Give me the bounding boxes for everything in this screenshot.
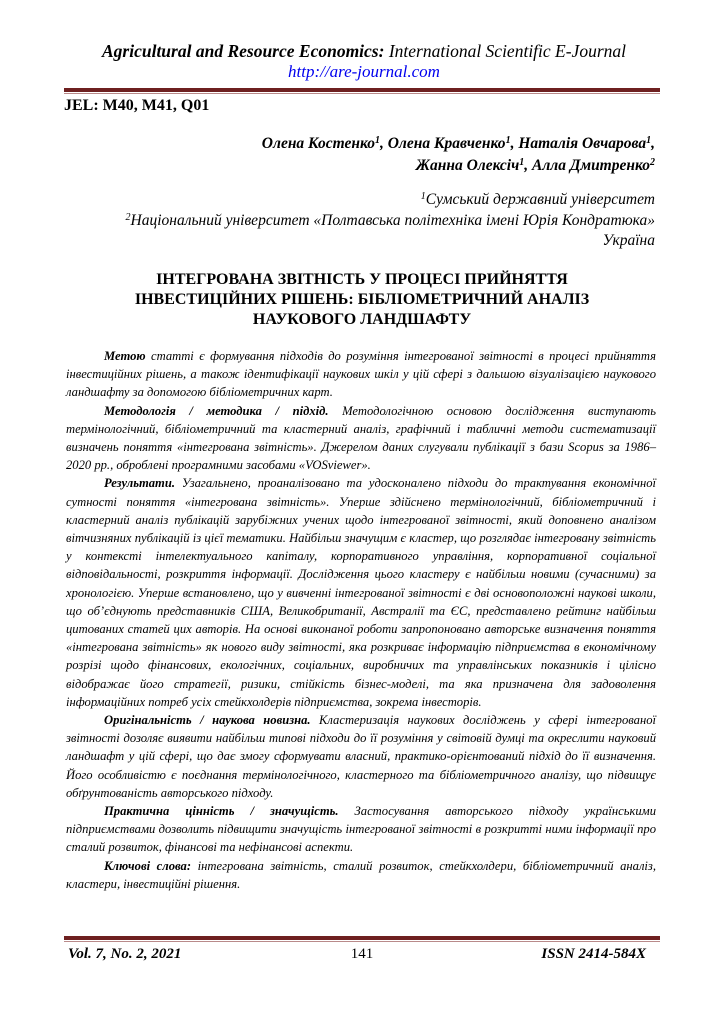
footer-divider <box>64 936 660 942</box>
issn: ISSN 2414-584X <box>541 946 646 962</box>
section-text: інтегрована звітність, сталий розвиток, стейкхолдери, бібліометричний аналіз, кластери, інвестиційні рішення. <box>66 858 656 891</box>
author-list <box>262 133 655 177</box>
author-name: Олена Костенко <box>261 135 375 152</box>
section-text: Кластеризація наукових досліджень у сфері інтегрованої звітності дозоляє виявити найбільш типові підходи до її розуміння у світовій думці та окреслити науковий ландшафт у цій сфері, що дає змогу сформувати власний, практико-орієнтований підхід до її визначення. Його особливістю є поєднання термінологічного, кластерного та бібліометричного аналізу, що підвищує обґрунтованість авторського підходу. <box>66 713 656 800</box>
affiliation-2 <box>126 211 655 232</box>
volume-info: Vol. 7, No. 2, 2021 <box>68 946 182 962</box>
journal-header <box>64 40 664 82</box>
abstract-originality <box>66 711 656 802</box>
journal-name: Agricultural and Resource Economics: <box>101 41 385 61</box>
section-lead: Метою <box>104 349 146 363</box>
affiliation-country: Україна <box>602 232 655 249</box>
author-affil-sup: 1 <box>646 135 652 146</box>
affiliation-text: Національний університет «Полтавська політехніка імені Юрія Кондратюка» <box>130 211 655 229</box>
author-line-2 <box>262 155 655 177</box>
author-name: Олена Кравченко <box>387 135 506 152</box>
journal-subtitle: International Scientific E-Journal <box>384 41 627 61</box>
author-separator: , <box>510 135 519 152</box>
header-divider <box>64 88 660 94</box>
abstract <box>66 347 656 893</box>
author-separator: , <box>524 157 532 174</box>
journal-url-link[interactable]: http://are-journal.com <box>288 62 440 81</box>
author-affil-sup: 1 <box>505 135 511 146</box>
title-line: НАУКОВОГО ЛАНДШАФТУ <box>252 311 472 328</box>
author-affil-sup: 1 <box>519 157 525 168</box>
section-lead: Оригінальність / наукова новизна. <box>104 713 311 728</box>
author-name: Алла Дмитренко <box>531 157 650 174</box>
section-lead: Ключові слова: <box>104 858 192 873</box>
affiliations <box>126 190 655 252</box>
author-separator: , <box>379 135 388 152</box>
abstract-purpose <box>66 347 656 402</box>
abstract-results <box>66 474 656 711</box>
abstract-keywords <box>66 857 656 893</box>
section-text: Узагальнено, проаналізовано та удосконалено підходи до трактування економічної сутності поняття «інтегрована звітність». Уперше здійснено термінологічний, бібліометричний і кластерний аналіз публікацій зарубіжних учених щодо інтегрованої звітності, який доповнено аналізом вітчизняних публікацій із цієї тематики. Найбільш значущим є кластер, що розглядає інтегровану звітність у контексті інтелектуального капіталу, корпоративного управління, корпоративної соціальної відповідальності, розкриття інформації. Дослідження цього кластеру є найбільш новими (сучасними) за хронологією. Уперше встановлено, що у вивченні інтегрованої звітності є дві основоположні наукові школи, що об’єднують представників США, Великобританії, Австралії та ЄС, представлено рейтинг найбільш цитованих статей цих авторів. На основі виконаної роботи запропоновано авторське визначення поняття «інтегрована звітність» як нового виду звітності, яка розкриває інформацію підприємства в економічному розрізі щодо фінансових, екологічних, соціальних, виробничих та управлінських показників і цілісно відображає його стратегії, ризики, стійкість бізнес-моделі, та яка призначена для задоволення інформаційних потреб усіх стейкхолдерів підприємства, зокрема інвесторів. <box>66 476 656 709</box>
section-text: Методологічною основою дослідження виступають термінологічний, бібліометричний та кластерний аналіз, графічний і табличні методи систематизації визначень поняття «інтегрована звітність». Джерелом даних слугували публікації з бази Scopus за 1986–2020 рр., оброблені програмними засобами «VOSviewer». <box>66 403 656 473</box>
section-lead: Методологія / методика / підхід. <box>104 403 329 418</box>
jel-codes: JEL: M40, M41, Q01 <box>64 97 210 114</box>
title-line: ІНТЕГРОВАНА ЗВІТНІСТЬ У ПРОЦЕСІ ПРИЙНЯТТЯ <box>156 271 568 288</box>
author-affil-sup: 2 <box>650 157 655 168</box>
author-line-1 <box>262 133 655 155</box>
section-text: Застосування авторського підходу українськими підприємствами дозволить підвищити значущість інтегрованої звітності в розкритті ними інформації про сталий розвиток, фінансові та нефінансові аспекти. <box>66 804 656 855</box>
section-lead: Результати. <box>104 476 175 491</box>
section-text: статті є формування підходів до розуміння інтегрованої звітності в процесі прийняття інвестиційних рішень, а також ідентифікації наукових шкіл у цій сфері з дальшою візуалізацією наукового ландшафту за допомогою бібліометричних карт. <box>66 349 656 400</box>
page-footer <box>64 946 660 968</box>
author-name: Жанна Олексіч <box>415 157 520 174</box>
affiliation-1 <box>126 190 655 211</box>
author-affil-sup: 1 <box>374 135 380 146</box>
journal-title <box>64 40 664 62</box>
abstract-practical-value <box>66 802 656 857</box>
section-lead: Практична цінність / значущість. <box>104 804 339 819</box>
article-title <box>64 270 660 330</box>
page-number: 141 <box>350 946 374 962</box>
author-name: Наталія Овчарова <box>518 135 647 152</box>
title-line: ІНВЕСТИЦІЙНИХ РІШЕНЬ: БІБЛІОМЕТРИЧНИЙ АНАЛІЗ <box>134 291 590 308</box>
affiliation-sup: 2 <box>125 211 131 223</box>
author-separator: , <box>651 135 655 152</box>
abstract-methodology <box>66 402 656 475</box>
affiliation-text: Сумський державний університет <box>425 191 655 208</box>
affiliation-sup: 1 <box>420 191 426 202</box>
